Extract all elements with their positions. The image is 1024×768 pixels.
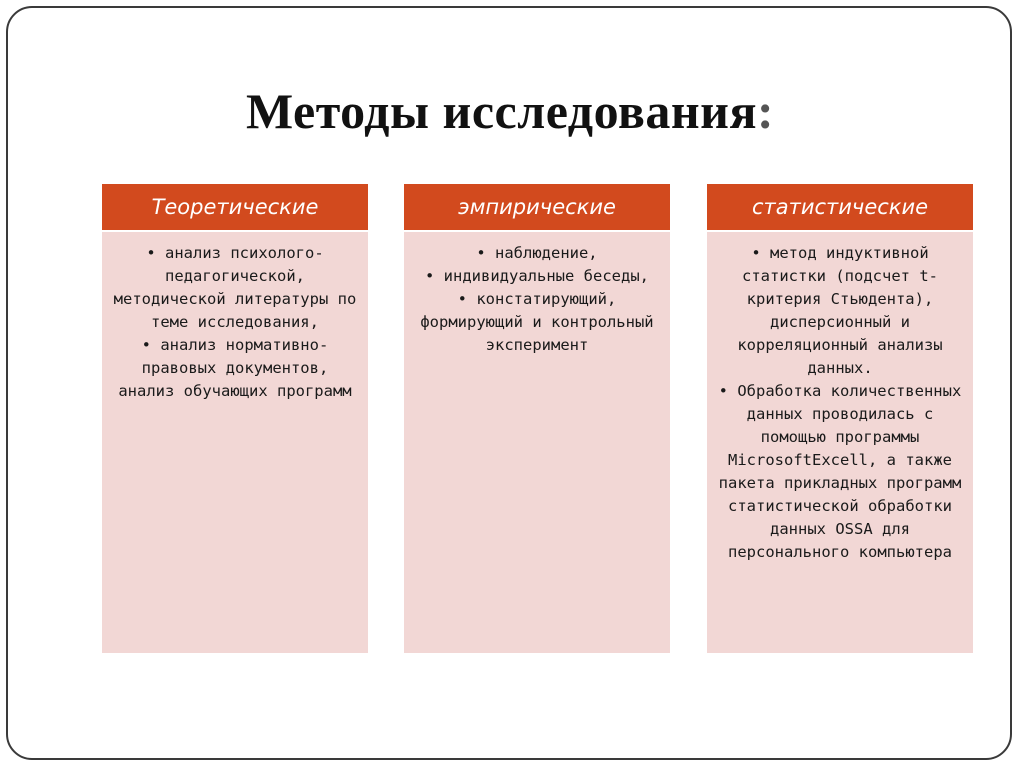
slide-title-text: Методы исследования [246,83,758,139]
column-header-empirical: эмпирические [404,184,670,232]
list-item: • Обработка количественных данных проводилась с помощью программы MicrosoftExcell, а также пакета прикладных программ статистической обработки данных OSSA для персонального компьютера [718,382,962,561]
slide-title [246,82,774,140]
column-empirical [404,184,670,653]
list-item: • констатирующий, формирующий и контрольный эксперимент [420,290,654,354]
list-item: • анализ нормативно-правовых документов, анализ обучающих программ [118,336,352,400]
column-body-empirical [404,232,670,357]
column-header-theoretical: Теоретические [102,184,368,232]
column-body-statistical [707,232,973,564]
list-item: • метод индуктивной статистки (подсчет t-критерия Стьюдента), дисперсионный и корреляционный анализы данных. [737,244,943,377]
slide-title-colon: : [757,83,775,139]
list-item: • анализ психолого-педагогической, методической литературы по теме исследования, [113,244,357,331]
column-statistical [707,184,973,653]
list-item: • индивидуальные беседы, [425,267,649,285]
list-item: • наблюдение, [476,244,598,262]
column-header-statistical: статистические [707,184,973,232]
column-theoretical [102,184,368,653]
column-body-theoretical [102,232,368,403]
